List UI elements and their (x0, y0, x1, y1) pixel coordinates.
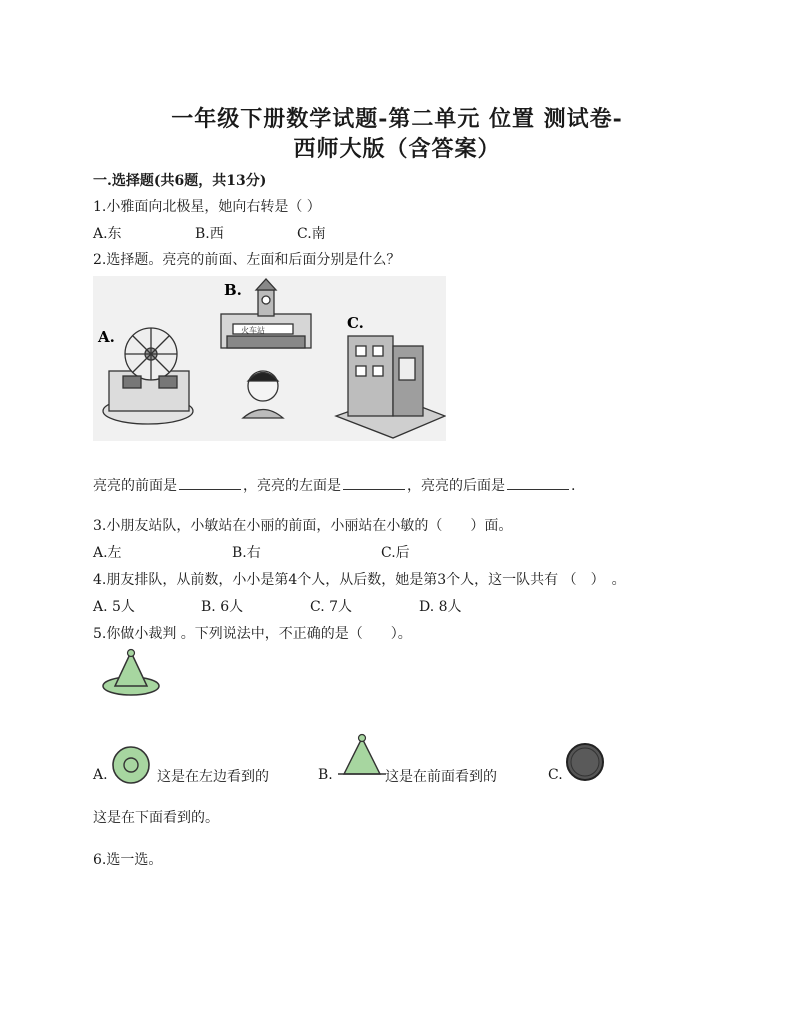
q1-option-c: C.南 (297, 226, 326, 242)
hat-view-a-icon (111, 745, 151, 785)
q5-option-c-text: 这是在下面看到的。 (93, 810, 219, 826)
q2-answer-line (93, 475, 575, 495)
q1-option-a: A.东 (93, 226, 122, 242)
q2-front-blank[interactable] (179, 476, 241, 490)
page-title-line2: 西师大版（含答案） (293, 136, 501, 162)
q4-option-c: C. 7人 (310, 599, 353, 615)
hat-view-c-icon (565, 742, 605, 782)
q2-end-mark: . (571, 478, 576, 494)
q3-option-c: C.后 (381, 545, 410, 561)
question-2: 2.选择题。亮亮的前面、左面和后面分别是什么？ (93, 252, 401, 268)
q4-option-d: D. 8人 (419, 599, 462, 615)
q2-label-a: A. (98, 328, 115, 346)
q2-scene-image (93, 276, 446, 441)
q2-left-blank[interactable] (343, 476, 405, 490)
station-sign: 火车站 (241, 326, 265, 335)
q5-option-b-text: 这是在前面看到的 (385, 769, 497, 785)
page-title-line1: 一年级下册数学试题-第二单元 位置 测试卷- (171, 106, 623, 132)
q2-scene-illustration (93, 276, 446, 441)
hat-view-b-icon (338, 732, 386, 780)
question-3: 3.小朋友站队，小敏站在小丽的前面，小丽站在小敏的（ ）面。 (93, 518, 513, 534)
q4-option-b: B. 6人 (201, 599, 244, 615)
question-4: 4.朋友排队，从前数，小小是第4个人，从后数，她是第3个人，这一队共有 （ ） 。 (93, 572, 626, 588)
question-5: 5.你做小裁判 。下列说法中，不正确的是（ ）。 (93, 626, 412, 642)
section-heading: 一.选择题(共6题，共13分) (93, 173, 267, 189)
q5-option-a-text: 这是在左边看到的 (157, 769, 269, 785)
ferris-wheel-drawing (103, 328, 193, 424)
q4-option-a: A. 5人 (93, 599, 135, 615)
question-1: 1.小雅面向北极星，她向右转是（ ） (93, 199, 321, 215)
hat-reference-image (101, 648, 163, 700)
q5-option-a-label: A. (93, 767, 108, 783)
q2-label-c: C. (347, 314, 364, 332)
q2-front-label: 亮亮的前面是 (93, 478, 177, 494)
q2-label-b: B. (224, 281, 242, 299)
question-6: 6.选一选。 (93, 852, 163, 868)
building-drawing (336, 336, 445, 438)
q3-option-b: B.右 (232, 545, 261, 561)
q1-option-b: B.西 (195, 226, 224, 242)
q2-back-label: ，亮亮的后面是 (407, 478, 505, 494)
boy-figure (243, 371, 283, 418)
q3-option-a: A.左 (93, 545, 122, 561)
q2-back-blank[interactable] (507, 476, 569, 490)
q2-left-label: ，亮亮的左面是 (243, 478, 341, 494)
q5-option-c-label: C. (548, 767, 563, 783)
q5-option-b-label: B. (318, 767, 333, 783)
